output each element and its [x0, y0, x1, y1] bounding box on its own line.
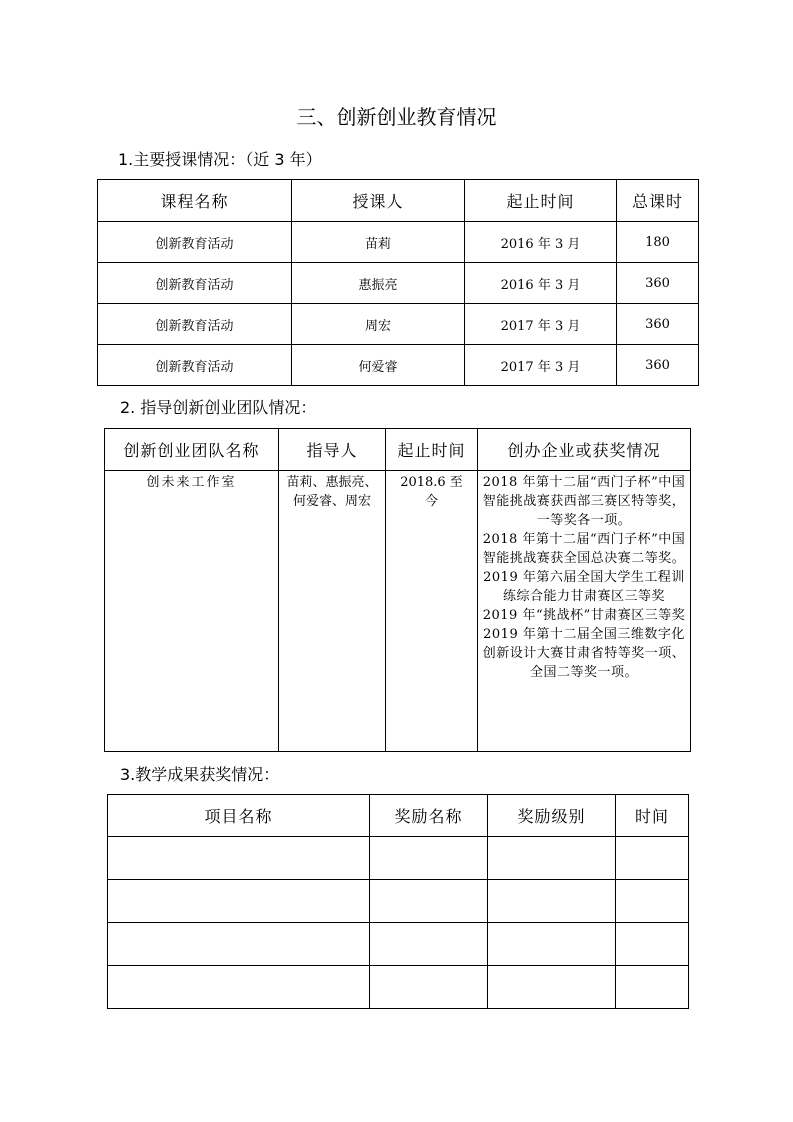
empty-cell: [108, 923, 370, 966]
empty-cell: [488, 923, 616, 966]
header-cell: 指导人: [279, 429, 386, 471]
header-cell: 奖励级别: [488, 795, 616, 837]
empty-cell: [488, 880, 616, 923]
period-cell: 2016 年 3 月: [465, 222, 617, 263]
table-row: [108, 923, 689, 966]
table-row: [98, 345, 699, 386]
empty-cell: [370, 966, 488, 1009]
empty-cell: [108, 880, 370, 923]
award-item: 2018 年第十二届“西门子杯”中国智能挑战赛获西部三赛区特等奖，一等奖各一项。: [482, 475, 686, 528]
empty-cell: [370, 880, 488, 923]
empty-cell: [108, 837, 370, 880]
award-item: 2018 年第十二届“西门子杯”中国智能挑战赛获全国总决赛二等奖。: [482, 532, 686, 566]
header-cell: 奖励名称: [370, 795, 488, 837]
period-cell: 2017 年 3 月: [465, 304, 617, 345]
header-cell: 授课人: [292, 180, 465, 222]
table-row: [98, 222, 699, 263]
empty-cell: [370, 837, 488, 880]
hours-cell: 360: [617, 345, 699, 386]
section-2-heading: 2. 指导创新创业团队情况：: [120, 398, 317, 417]
empty-cell: [108, 966, 370, 1009]
award-item: 2019 年“挑战杯”甘肃赛区三等奖: [482, 608, 686, 623]
hours-cell: 360: [617, 304, 699, 345]
instructor-cell: 苗莉: [292, 222, 465, 263]
team-table: [104, 428, 691, 752]
course-name-cell: 创新教育活动: [98, 304, 292, 345]
hours-cell: 180: [617, 222, 699, 263]
instructor-cell: 周宏: [292, 304, 465, 345]
empty-cell: [488, 966, 616, 1009]
header-cell: 起止时间: [386, 429, 478, 471]
hours-cell: 360: [617, 263, 699, 304]
course-name-cell: 创新教育活动: [98, 263, 292, 304]
page-title: 三、创新创业教育情况: [296, 105, 497, 129]
header-cell: 起止时间: [465, 180, 617, 222]
header-cell: 课程名称: [98, 180, 292, 222]
empty-cell: [616, 923, 689, 966]
advisors-cell: 苗莉、惠振亮、何爱睿、周宏: [279, 471, 386, 752]
section-1-heading: 1.主要授课情况：（近 3 年）: [118, 150, 322, 169]
table-header-row: [108, 795, 689, 837]
header-cell: 项目名称: [108, 795, 370, 837]
course-name-cell: 创新教育活动: [98, 345, 292, 386]
achievement-table: [107, 794, 689, 1009]
header-cell: 创办企业或获奖情况: [478, 429, 691, 471]
empty-cell: [616, 966, 689, 1009]
empty-cell: [488, 837, 616, 880]
instructor-cell: 何爱睿: [292, 345, 465, 386]
table-row: [108, 837, 689, 880]
empty-cell: [616, 837, 689, 880]
header-cell: 时间: [616, 795, 689, 837]
team-name-cell: 创未来工作室: [105, 471, 279, 752]
award-item: 2019 年第十二届全国三维数字化创新设计大赛甘肃省特等奖一项、全国二等奖一项。: [482, 627, 686, 680]
header-cell: 总课时: [617, 180, 699, 222]
table-header-row: [105, 429, 691, 471]
empty-cell: [370, 923, 488, 966]
table-row: [98, 263, 699, 304]
table-row: [108, 966, 689, 1009]
header-cell: 创新创业团队名称: [105, 429, 279, 471]
instructor-cell: 惠振亮: [292, 263, 465, 304]
period-cell: 2017 年 3 月: [465, 345, 617, 386]
period-cell: 2018.6 至今: [386, 471, 478, 752]
period-cell: 2016 年 3 月: [465, 263, 617, 304]
award-item: 2019 年第六届全国大学生工程训练综合能力甘肃赛区三等奖: [483, 570, 685, 604]
awards-cell: [478, 471, 691, 752]
table-row: [108, 880, 689, 923]
table-row: [98, 304, 699, 345]
section-3-heading: 3.教学成果获奖情况：: [120, 765, 280, 784]
course-name-cell: 创新教育活动: [98, 222, 292, 263]
empty-cell: [616, 880, 689, 923]
table-row: [105, 471, 691, 752]
teaching-table: [97, 179, 699, 386]
table-header-row: [98, 180, 699, 222]
